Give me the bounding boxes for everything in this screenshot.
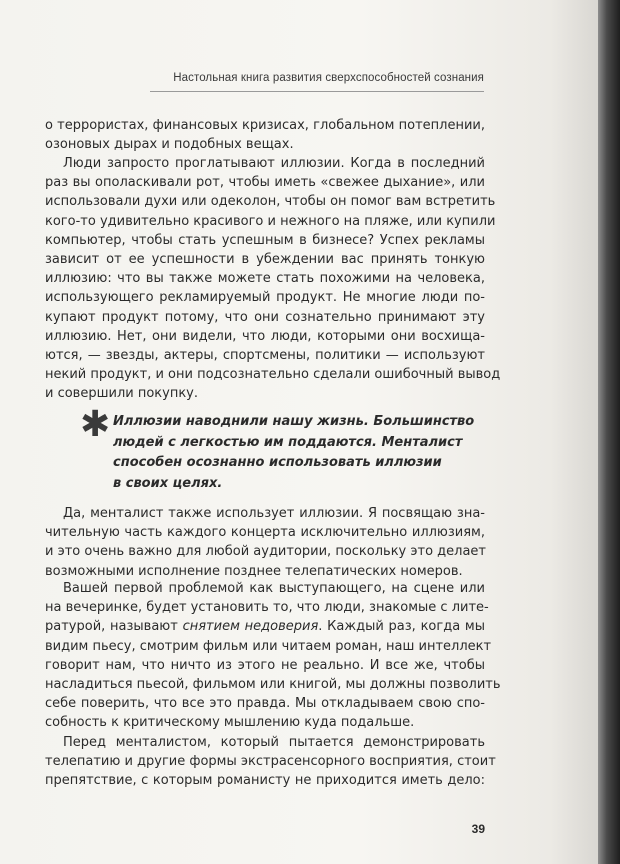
- text-line: использовали духи или одеколон, чтобы он помог вам встретить: [45, 194, 496, 210]
- paragraph-5: [45, 733, 496, 791]
- page-edge-shadow: [598, 0, 620, 864]
- text-line: Вашей первой проблемой как выступающего, на сцене или: [63, 581, 485, 596]
- header-rule: [150, 91, 484, 92]
- text-line: чительную часть каждого концерта исключительно иллюзиям,: [45, 525, 485, 541]
- paragraph-1: [45, 116, 485, 154]
- text-fragment: . Каждый раз, когда мы: [318, 619, 486, 635]
- running-header: Настольная книга развития сверхспособностей сознания: [173, 72, 484, 84]
- text-line: себе поверить, что все это правда. Мы откладываем свою спо-: [45, 696, 485, 712]
- callout-line: людей с легкостью им поддаются. Менталист: [113, 434, 463, 450]
- text-line: использующего рекламируемый продукт. Не многие люди по-: [45, 290, 485, 306]
- text-line: о террористах, финансовых кризисах, глобальном потеплении,: [45, 118, 485, 133]
- text-line: купают продукт потому, что они сознательно принимают эту: [45, 309, 485, 325]
- text-line: возможными исполнение позднее телепатических номеров.: [45, 563, 463, 579]
- page-number: 39: [471, 822, 485, 836]
- callout-box: [113, 412, 485, 494]
- text-line: насладиться пьесой, фильмом или книгой, мы должны позволить: [45, 677, 501, 693]
- asterisk-icon: ✱: [80, 404, 111, 445]
- italic-term: снятием недоверия: [182, 619, 319, 635]
- text-line: зависит от ее успешности в убеждении вас принять тонкую: [45, 252, 485, 268]
- paragraph-4: [45, 579, 501, 733]
- text-line: компьютер, чтобы стать успешным в бизнесе? Успех рекламы: [45, 232, 485, 248]
- text-line: Люди запросто проглатывают иллюзии. Когда в последний: [63, 156, 485, 171]
- text-fragment: ратурой, называют: [45, 619, 183, 635]
- text-line: иллюзию: что вы также можете стать похожими на человека,: [45, 271, 485, 287]
- paragraph-2: [45, 154, 501, 404]
- text-line: препятствие, с которым романисту не приходится иметь дело:: [45, 773, 485, 789]
- text-line: кого-то удивительно красивого и нежного на пляже, или купили: [45, 213, 496, 229]
- callout-line: в своих целях.: [113, 475, 223, 491]
- text-line: говорит нам, что ничто из этого не реально. И все же, чтобы: [45, 657, 485, 673]
- text-line: Перед менталистом, который пытается демонстрировать: [63, 735, 485, 750]
- text-line: собность к критическому мышлению куда подальше.: [45, 715, 415, 731]
- text-line: видим пьесу, смотрим фильм или читаем роман, наш интеллект: [45, 638, 492, 654]
- text-line: и совершили покупку.: [45, 386, 199, 402]
- text-line: раз вы ополаскивали рот, чтобы иметь «свежее дыхание», или: [45, 175, 485, 191]
- callout-line: способен осознанно использовать иллюзии: [113, 455, 442, 470]
- text-line: на вечеринке, будет установить то, что люди, знакомые с лите-: [45, 600, 489, 616]
- callout-line: Иллюзии наводнили нашу жизнь. Большинство: [113, 414, 475, 429]
- text-line: иллюзию. Нет, они видели, что люди, которыми они восхища-: [45, 328, 485, 344]
- text-line: телепатию и другие формы экстрасенсорного восприятия, стоит: [45, 754, 496, 770]
- text-line: ются, — звезды, актеры, спортсмены, политики — используют: [45, 348, 485, 364]
- text-line: и это очень важно для любой аудитории, поскольку это делает: [45, 544, 486, 560]
- text-line: некий продукт, и они подсознательно сделали ошибочный вывод: [45, 367, 501, 383]
- text-line: [45, 617, 485, 636]
- text-line: озоновых дырах и подобных вещах.: [45, 137, 294, 153]
- text-line: Да, менталист также использует иллюзии. Я посвящаю зна-: [63, 506, 485, 521]
- paragraph-3: [45, 504, 485, 581]
